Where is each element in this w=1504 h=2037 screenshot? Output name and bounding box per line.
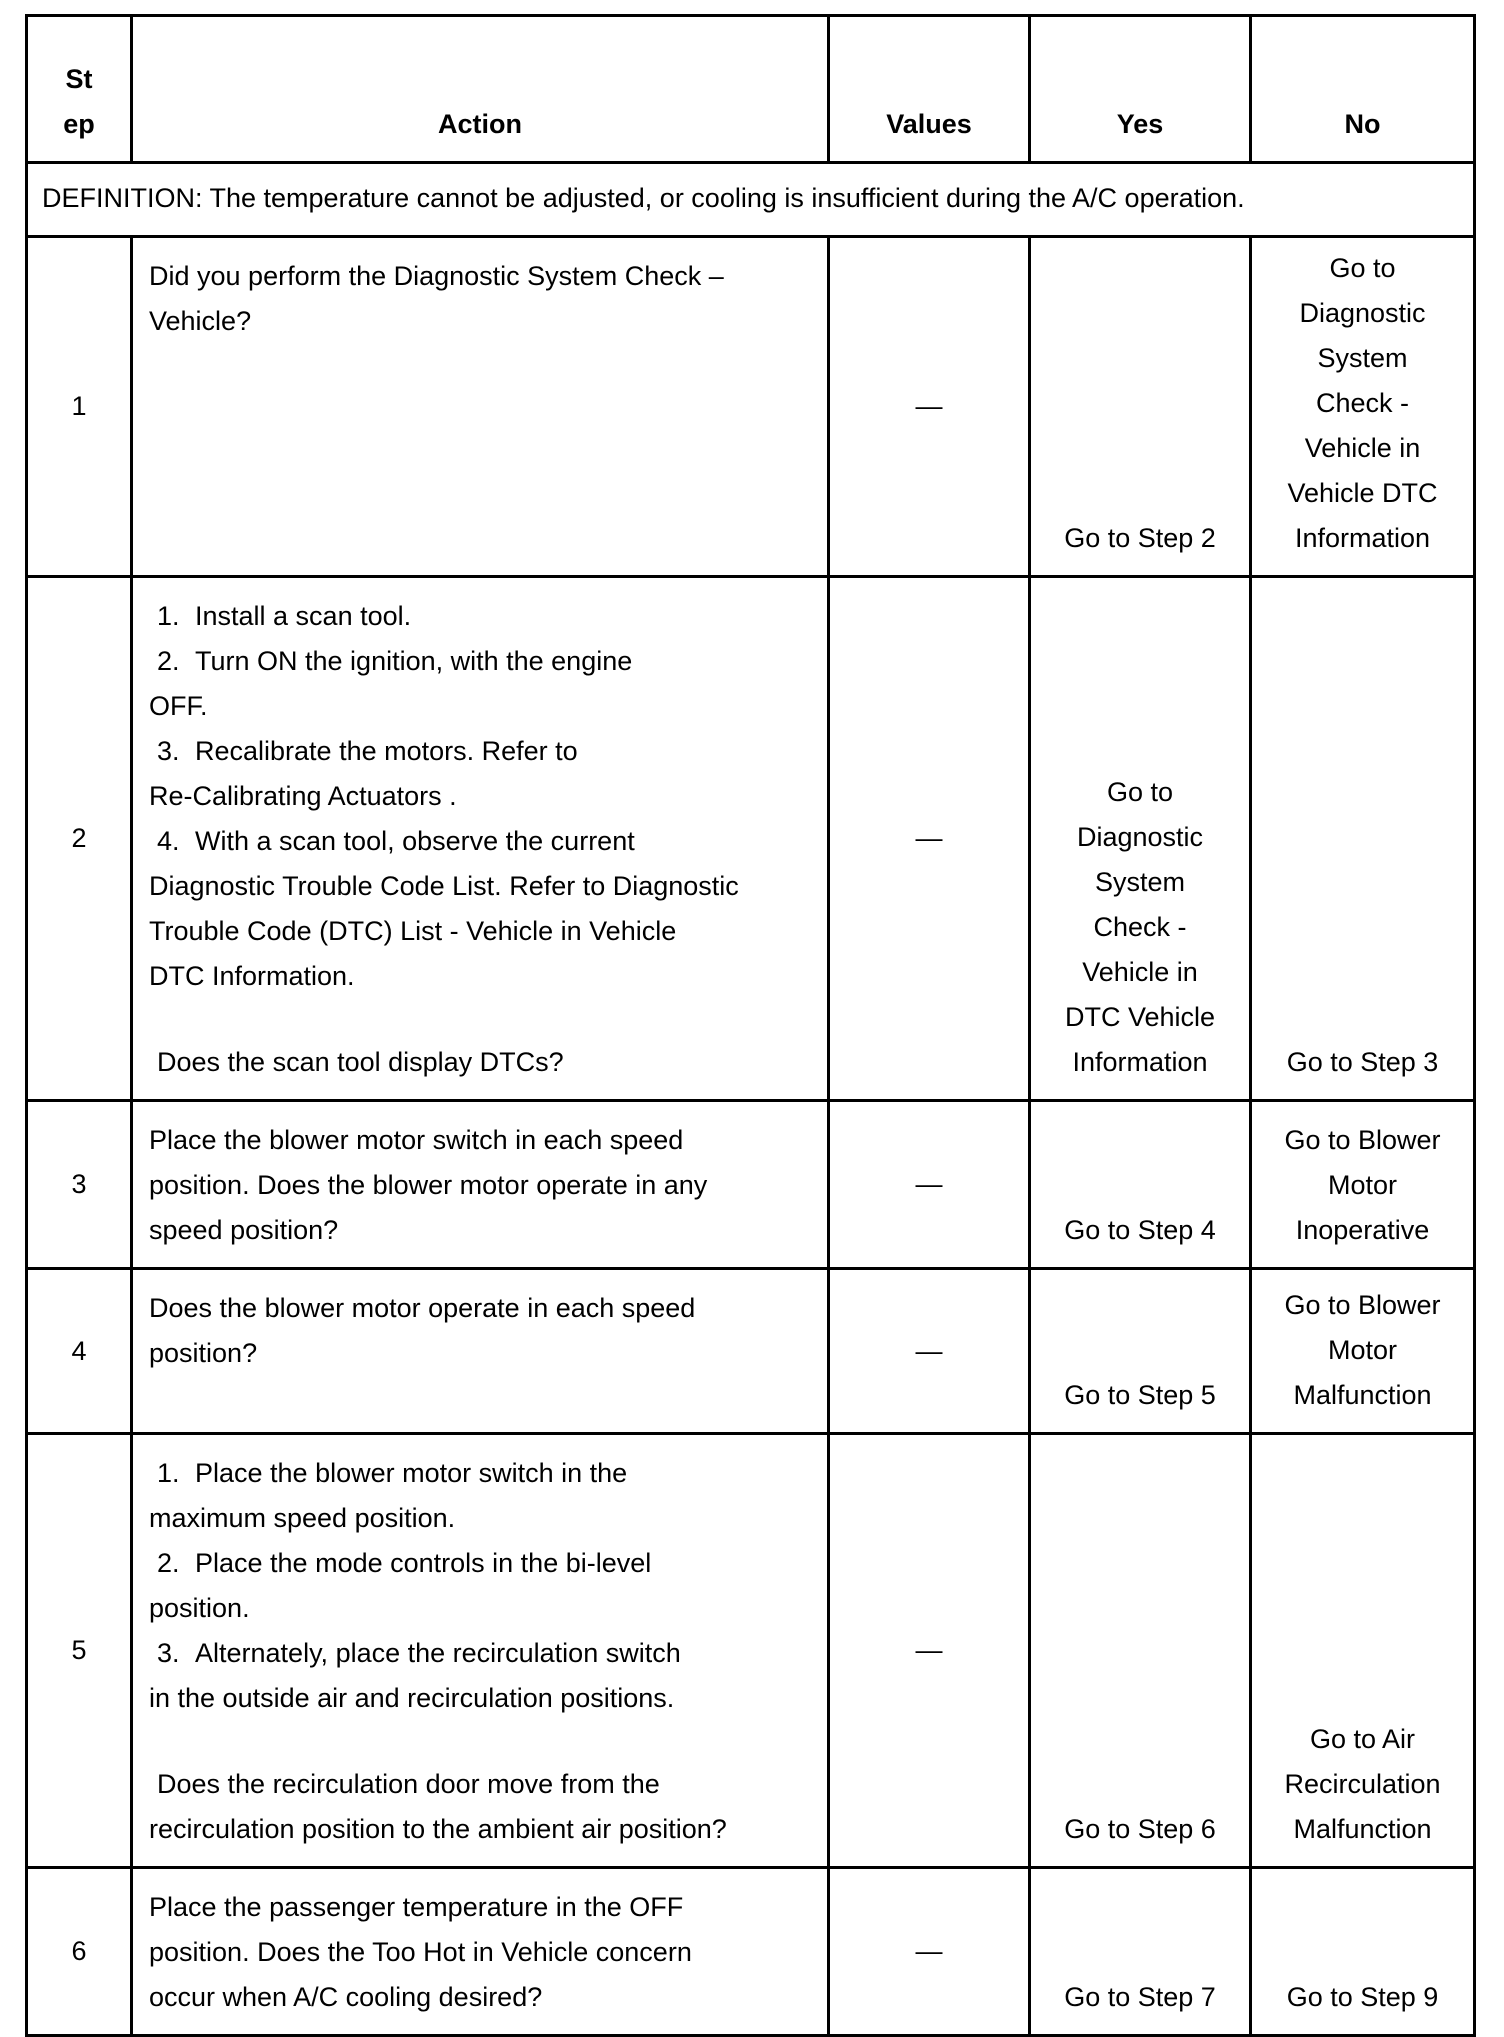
yes-line: Go to — [1106, 777, 1174, 807]
list-continuation: position. — [149, 1593, 250, 1623]
no-line: Go to Air — [1309, 1724, 1416, 1754]
list-item — [149, 729, 815, 774]
table-row — [27, 237, 1475, 577]
list-number: 1. — [157, 1458, 180, 1488]
diagnostic-table — [25, 14, 1476, 2037]
table-row — [27, 1434, 1475, 1868]
yes-line: Go to Step 7 — [1064, 1982, 1216, 2012]
action-line: Vehicle? — [149, 306, 252, 336]
no-line: Malfunction — [1293, 1814, 1432, 1844]
value-cell: — — [829, 577, 1030, 1101]
no-line: Go to Blower — [1284, 1125, 1441, 1155]
definition-row — [27, 163, 1475, 237]
list-text: With a scan tool, observe the current — [195, 826, 635, 856]
header-row — [27, 16, 1475, 163]
yes-cell — [1030, 1434, 1251, 1868]
list-text: Alternately, place the recirculation switch — [195, 1638, 681, 1668]
list-number: 2. — [157, 646, 180, 676]
yes-line: Go to Step 5 — [1064, 1380, 1216, 1410]
yes-cell — [1030, 577, 1251, 1101]
value-cell: — — [829, 1101, 1030, 1269]
table-row — [27, 1269, 1475, 1434]
no-line: Inoperative — [1295, 1215, 1430, 1245]
value-cell: — — [829, 1434, 1030, 1868]
list-continuation: Re-Calibrating Actuators . — [149, 781, 457, 811]
header-step-a: St — [65, 64, 93, 94]
step-number: 3 — [27, 1101, 132, 1269]
no-line: Go to Step 3 — [1286, 1047, 1439, 1077]
action-line: occur when A/C cooling desired? — [149, 1982, 543, 2012]
list-number: 3. — [157, 1638, 180, 1668]
no-line: Check - — [1315, 388, 1410, 418]
action-cell — [132, 1434, 829, 1868]
header-yes: Yes — [1030, 16, 1251, 163]
list-continuation: in the outside air and recirculation positions. — [149, 1683, 675, 1713]
no-cell — [1251, 1434, 1475, 1868]
step-number: 5 — [27, 1434, 132, 1868]
action-line: position. Does the Too Hot in Vehicle concern — [149, 1937, 692, 1967]
spacer — [149, 999, 815, 1040]
list-item — [149, 594, 815, 639]
yes-line: DTC Vehicle — [1064, 1002, 1216, 1032]
action-cell — [132, 1101, 829, 1269]
yes-cell — [1030, 1269, 1251, 1434]
no-cell — [1251, 1868, 1475, 2036]
yes-line: Go to Step 2 — [1064, 523, 1216, 553]
step-number: 6 — [27, 1868, 132, 2036]
action-line: Place the blower motor switch in each speed — [149, 1125, 684, 1155]
list-text: Turn ON the ignition, with the engine — [195, 646, 633, 676]
value-cell: — — [829, 1269, 1030, 1434]
no-line: System — [1317, 343, 1408, 373]
action-cell — [132, 1868, 829, 2036]
header-values: Values — [829, 16, 1030, 163]
list-number: 3. — [157, 736, 180, 766]
list-continuation: DTC Information. — [149, 961, 355, 991]
no-line: Vehicle DTC — [1287, 478, 1438, 508]
list-item — [149, 639, 815, 684]
no-line: Motor — [1327, 1335, 1398, 1365]
header-action: Action — [132, 16, 829, 163]
list-item — [149, 1451, 815, 1496]
yes-line: Vehicle in — [1082, 957, 1198, 987]
list-continuation: Diagnostic Trouble Code List. Refer to Diagnostic — [149, 871, 739, 901]
list-number: 4. — [157, 826, 180, 856]
list-continuation: maximum speed position. — [149, 1503, 456, 1533]
list-continuation: OFF. — [149, 691, 208, 721]
action-line: position? — [149, 1338, 258, 1368]
no-cell — [1251, 237, 1475, 577]
yes-line: Information — [1072, 1047, 1208, 1077]
action-cell — [132, 1269, 829, 1434]
value-cell: — — [829, 1868, 1030, 2036]
action-line: Did you perform the Diagnostic System Check – — [149, 261, 724, 291]
no-line: Go to — [1329, 253, 1396, 283]
header-no: No — [1251, 16, 1475, 163]
action-cell — [132, 237, 829, 577]
yes-line: Check - — [1093, 912, 1187, 942]
yes-line: Go to Step 4 — [1064, 1215, 1216, 1245]
action-line: position. Does the blower motor operate in any — [149, 1170, 708, 1200]
list-continuation: Trouble Code (DTC) List - Vehicle in Vehicle — [149, 916, 677, 946]
no-line: Diagnostic — [1299, 298, 1426, 328]
question-text: Does the scan tool display DTCs? — [157, 1047, 564, 1077]
yes-cell — [1030, 1868, 1251, 2036]
list-text: Recalibrate the motors. Refer to — [195, 736, 578, 766]
list-item — [149, 1541, 815, 1586]
header-step-b: ep — [63, 109, 95, 139]
list-text: Place the mode controls in the bi-level — [195, 1548, 652, 1578]
action-cell — [132, 577, 829, 1101]
table-row — [27, 577, 1475, 1101]
yes-line: Go to Step 6 — [1064, 1814, 1216, 1844]
no-line: Go to Step 9 — [1286, 1982, 1439, 2012]
yes-cell — [1030, 1101, 1251, 1269]
step-number: 1 — [27, 237, 132, 577]
no-line: Go to Blower — [1284, 1290, 1441, 1320]
action-line: speed position? — [149, 1215, 339, 1245]
action-line: Does the blower motor operate in each speed — [149, 1293, 696, 1323]
question-continuation: recirculation position to the ambient air position? — [149, 1814, 727, 1844]
definition-text: DEFINITION: The temperature cannot be adjusted, or cooling is insufficient during the A/C operation. — [27, 163, 1475, 237]
no-cell — [1251, 1269, 1475, 1434]
yes-line: Diagnostic — [1076, 822, 1204, 852]
no-line: Vehicle in — [1304, 433, 1421, 463]
table-row — [27, 1101, 1475, 1269]
yes-line: System — [1094, 867, 1186, 897]
list-text: Place the blower motor switch in the — [195, 1458, 628, 1488]
no-cell — [1251, 577, 1475, 1101]
step-number: 4 — [27, 1269, 132, 1434]
question-text: Does the recirculation door move from the — [157, 1769, 660, 1799]
list-text: Install a scan tool. — [195, 601, 412, 631]
no-line: Motor — [1327, 1170, 1398, 1200]
table-row — [27, 1868, 1475, 2036]
spacer — [149, 1721, 815, 1762]
yes-cell — [1030, 237, 1251, 577]
list-item — [149, 819, 815, 864]
action-line: Place the passenger temperature in the OFF — [149, 1892, 684, 1922]
no-cell — [1251, 1101, 1475, 1269]
list-number: 1. — [157, 601, 180, 631]
step-number: 2 — [27, 577, 132, 1101]
header-step — [27, 16, 132, 163]
list-number: 2. — [157, 1548, 180, 1578]
no-line: Information — [1294, 523, 1431, 553]
no-line: Recirculation — [1284, 1769, 1441, 1799]
no-line: Malfunction — [1293, 1380, 1432, 1410]
value-cell: — — [829, 237, 1030, 577]
list-item — [149, 1631, 815, 1676]
